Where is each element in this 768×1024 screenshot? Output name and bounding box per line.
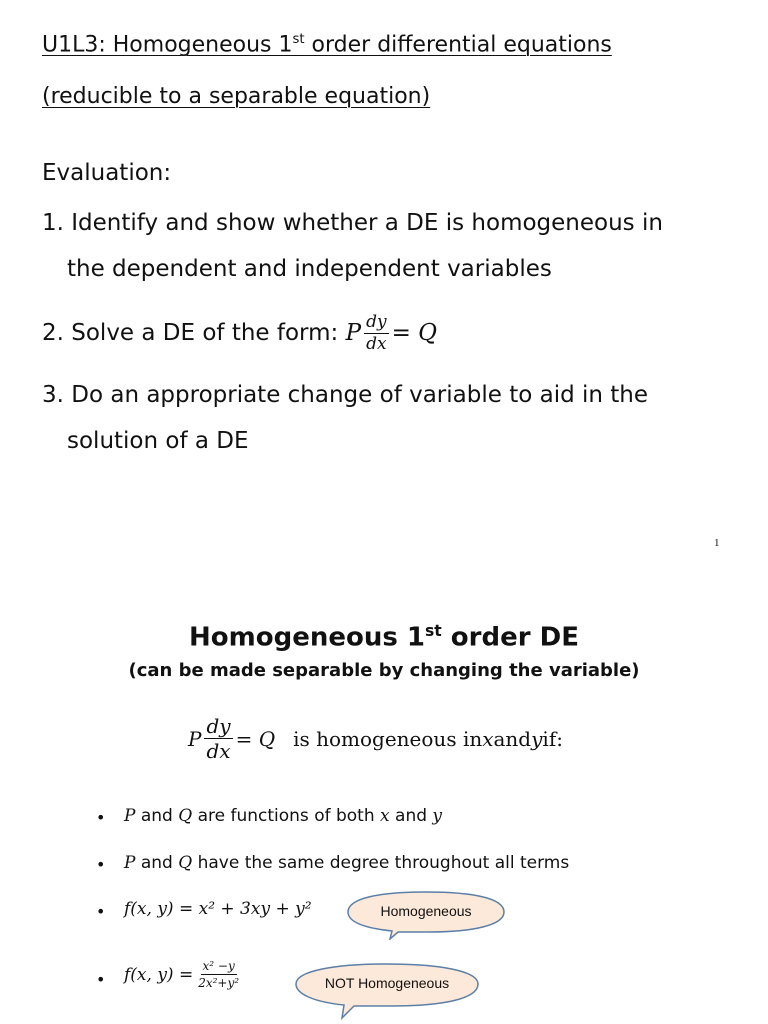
callout-not-homogeneous-label: NOT Homogeneous	[324, 975, 450, 991]
dy-dx-fraction: $\frac{dy}{dx}$	[366, 312, 387, 354]
slide1-title-line2: (reducible to a separable equation)	[42, 84, 431, 109]
bullet-4-expression: f(x, y) = $\frac{\text{x² −y}}{\text{2x²+y²}}$	[124, 959, 240, 990]
callout-homogeneous-label: Homogeneous	[380, 903, 472, 919]
slide2-subtitle: (can be made separable by changing the variable)	[128, 660, 640, 681]
objective-3-line2: solution of a DE	[67, 428, 249, 454]
speech-bubble-icon	[292, 962, 482, 1020]
bullet-3-expression: f(x, y) = x² + 3xy + y²	[124, 899, 312, 919]
callout-not-homogeneous	[292, 962, 482, 1020]
objective-1-line2: the dependent and independent variables	[67, 256, 552, 282]
bullet-4-marker: •	[96, 970, 106, 989]
slide1-title-line1: U1L3: Homogeneous 1st order differential equations	[42, 32, 612, 58]
slide2-title: Homogeneous 1st order DE	[189, 622, 579, 653]
dy-dx-fraction-2: $\frac{dy}{dx}$	[206, 714, 231, 763]
objective-3-line1: 3. Do an appropriate change of variable to aid in the	[42, 382, 649, 408]
bullet-2: P and Q have the same degree throughout all terms	[124, 853, 570, 873]
callout-homogeneous	[344, 890, 508, 940]
bullet-3-marker: •	[96, 902, 106, 921]
objective-2: 2. Solve a DE of the form: P $\frac{dy}{dx}$ = Q	[42, 312, 438, 354]
homogeneity-definition: P $\frac{dy}{dx}$ = Q is homogeneous in x and y if:	[188, 714, 563, 763]
bullet-1-marker: •	[96, 808, 106, 827]
bullet-2-marker: •	[96, 855, 106, 874]
objective-1-line1: 1. Identify and show whether a DE is homogeneous in	[42, 210, 663, 236]
bullet-1: P and Q are functions of both x and y	[124, 806, 443, 826]
evaluation-heading: Evaluation:	[42, 160, 172, 186]
page-number: 1	[714, 537, 720, 549]
rational-fraction: $\frac{\text{x² −y}}{\text{2x²+y²}}$	[198, 959, 240, 990]
